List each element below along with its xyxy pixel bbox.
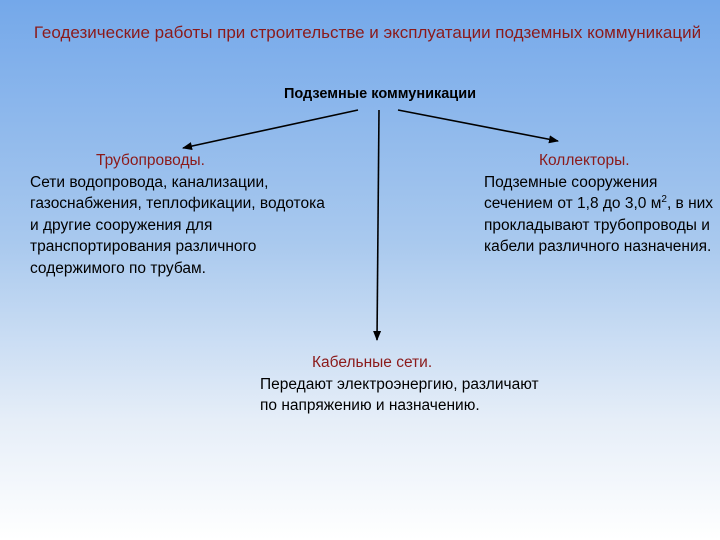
node-pipelines-text: Сети водопровода, канализации, газоснабжения, теплофикации, водотока и другие сооружения для транспортирования различного содержимого по трубам. (30, 173, 325, 277)
node-cables (260, 352, 540, 417)
root-node-label: Подземные коммуникации (283, 86, 477, 102)
node-cables-heading: Кабельные сети. (312, 354, 433, 371)
arrow-to-cables (377, 110, 379, 340)
node-cables-text: Передают электроэнергию, различают по напряжению и назначению. (260, 375, 539, 414)
node-collectors-text-part2: , в них прокладывают трубопроводы и кабели различного назначения. (484, 195, 714, 255)
superscript-2: 2 (661, 193, 667, 205)
arrow-to-collectors (398, 110, 558, 141)
node-collectors-heading: Коллекторы. (539, 152, 630, 169)
node-collectors-text-part1: Подземные сооружения сечением от 1,8 до 3,0 м (484, 173, 662, 212)
node-pipelines (30, 150, 330, 279)
slide-title: Геодезические работы при строительстве и эксплуатации подземных коммуникаций (33, 23, 702, 42)
node-collectors-text (484, 172, 714, 258)
node-pipelines-heading: Трубопроводы. (96, 152, 205, 169)
node-collectors (484, 150, 714, 258)
arrow-to-pipelines (183, 110, 358, 148)
